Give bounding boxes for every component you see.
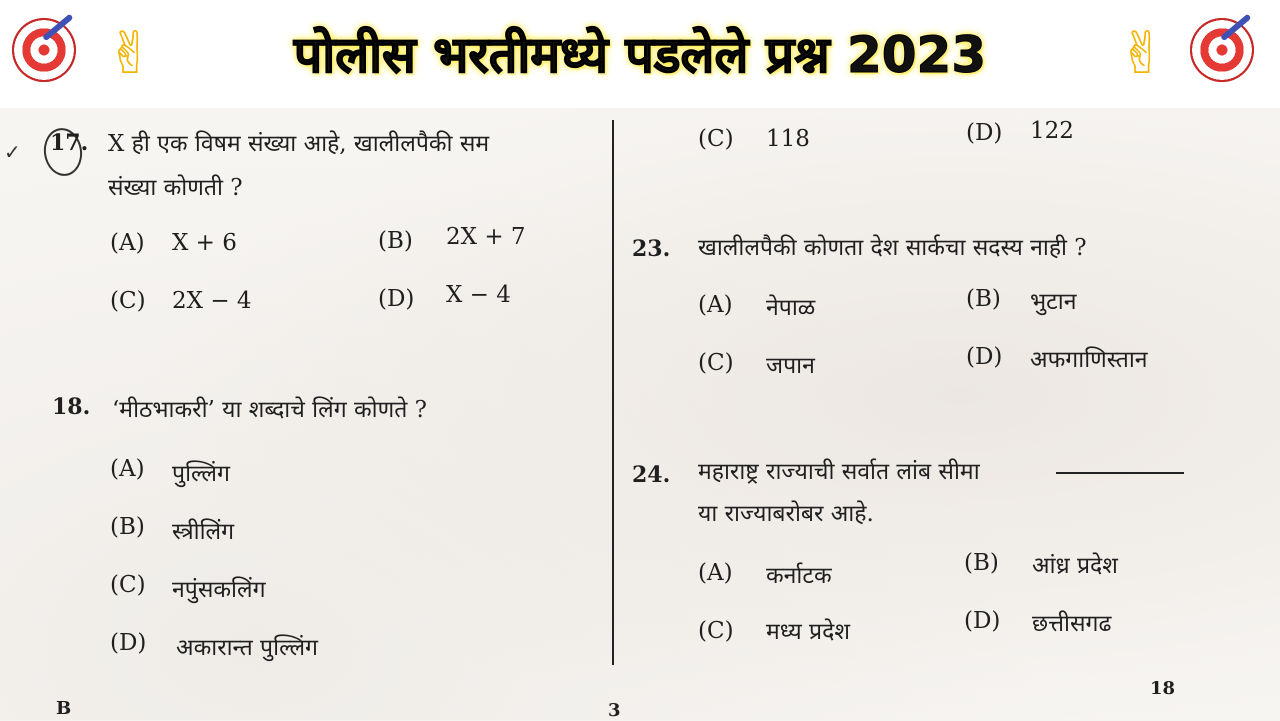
option-18-a-label: (A) [110, 456, 145, 482]
question-17-number: 17. [50, 130, 89, 156]
option-23-a-text: नेपाळ [766, 295, 816, 321]
option-17-b-label: (B) [378, 228, 413, 254]
booklet-code: B [56, 698, 72, 719]
victory-hand-icon: ✌ [1117, 19, 1167, 87]
option-23-b-text: भुटान [1030, 289, 1077, 315]
option-18-c-text: नपुंसकलिंग [172, 577, 266, 603]
option-24-c-text: मध्य प्रदेश [766, 619, 850, 645]
option-24-a-label: (A) [698, 560, 733, 586]
option-23-c-label: (C) [698, 350, 734, 376]
page-marker-number: 18 [1150, 678, 1176, 699]
option-18-d-label: (D) [110, 630, 147, 656]
option-22-c-label: (C) [698, 126, 734, 152]
target-icon [1190, 18, 1254, 82]
option-22-d-label: (D) [966, 120, 1003, 146]
option-23-a-label: (A) [698, 292, 733, 318]
option-18-d-text: अकारान्त पुल्लिंग [176, 635, 318, 661]
question-18-text: ‘मीठभाकरी’ या शब्दाचे लिंग कोणते ? [112, 397, 427, 423]
option-22-d-text: 122 [1030, 118, 1074, 144]
victory-hand-icon: ✌ [105, 19, 155, 87]
option-24-a-text: कर्नाटक [766, 563, 832, 589]
option-23-c-text: जपान [766, 353, 815, 379]
question-24-number: 24. [632, 462, 671, 488]
option-24-d-text: छत्तीसगढ [1032, 611, 1112, 637]
question-24-text-line2: या राज्याबरोबर आहे. [698, 501, 874, 527]
page-number: 3 [608, 700, 621, 721]
option-17-b-text: 2X + 7 [446, 224, 526, 250]
question-18-number: 18. [52, 394, 91, 420]
question-23-number: 23. [632, 236, 671, 262]
option-17-c-text: 2X − 4 [172, 288, 252, 314]
option-23-d-text: अफगाणिस्तान [1030, 347, 1148, 373]
answer-blank [1056, 472, 1184, 474]
option-18-b-label: (B) [110, 514, 145, 540]
question-17-text-line1: X ही एक विषम संख्या आहे, खालीलपैकी सम [108, 131, 490, 157]
option-18-c-label: (C) [110, 572, 146, 598]
option-17-a-text: X + 6 [172, 230, 237, 256]
title-banner [0, 0, 1280, 108]
question-24-text-line1: महाराष्ट्र राज्याची सर्वात लांब सीमा [698, 459, 980, 485]
option-24-c-label: (C) [698, 618, 734, 644]
option-17-c-label: (C) [110, 288, 146, 314]
option-23-d-label: (D) [966, 344, 1003, 370]
option-24-d-label: (D) [964, 608, 1001, 634]
option-24-b-label: (B) [964, 550, 999, 576]
option-22-c-text: 118 [766, 126, 810, 152]
option-18-b-text: स्त्रीलिंग [172, 519, 235, 545]
question-17-text-line2: संख्या कोणती ? [108, 175, 243, 201]
option-23-b-label: (B) [966, 286, 1001, 312]
page-title: पोलीस भरतीमध्ये पडलेले प्रश्न 2023 [293, 26, 987, 84]
option-24-b-text: आंध्र प्रदेश [1032, 553, 1118, 579]
column-divider [612, 120, 614, 665]
check-mark-icon: ✓ [4, 140, 21, 164]
option-17-d-text: X − 4 [446, 282, 511, 308]
option-17-a-label: (A) [110, 230, 145, 256]
question-23-text: खालीलपैकी कोणता देश सार्कचा सदस्य नाही ? [698, 235, 1087, 261]
option-18-a-text: पुल्लिंग [172, 461, 230, 487]
target-icon [12, 18, 76, 82]
option-17-d-label: (D) [378, 286, 415, 312]
